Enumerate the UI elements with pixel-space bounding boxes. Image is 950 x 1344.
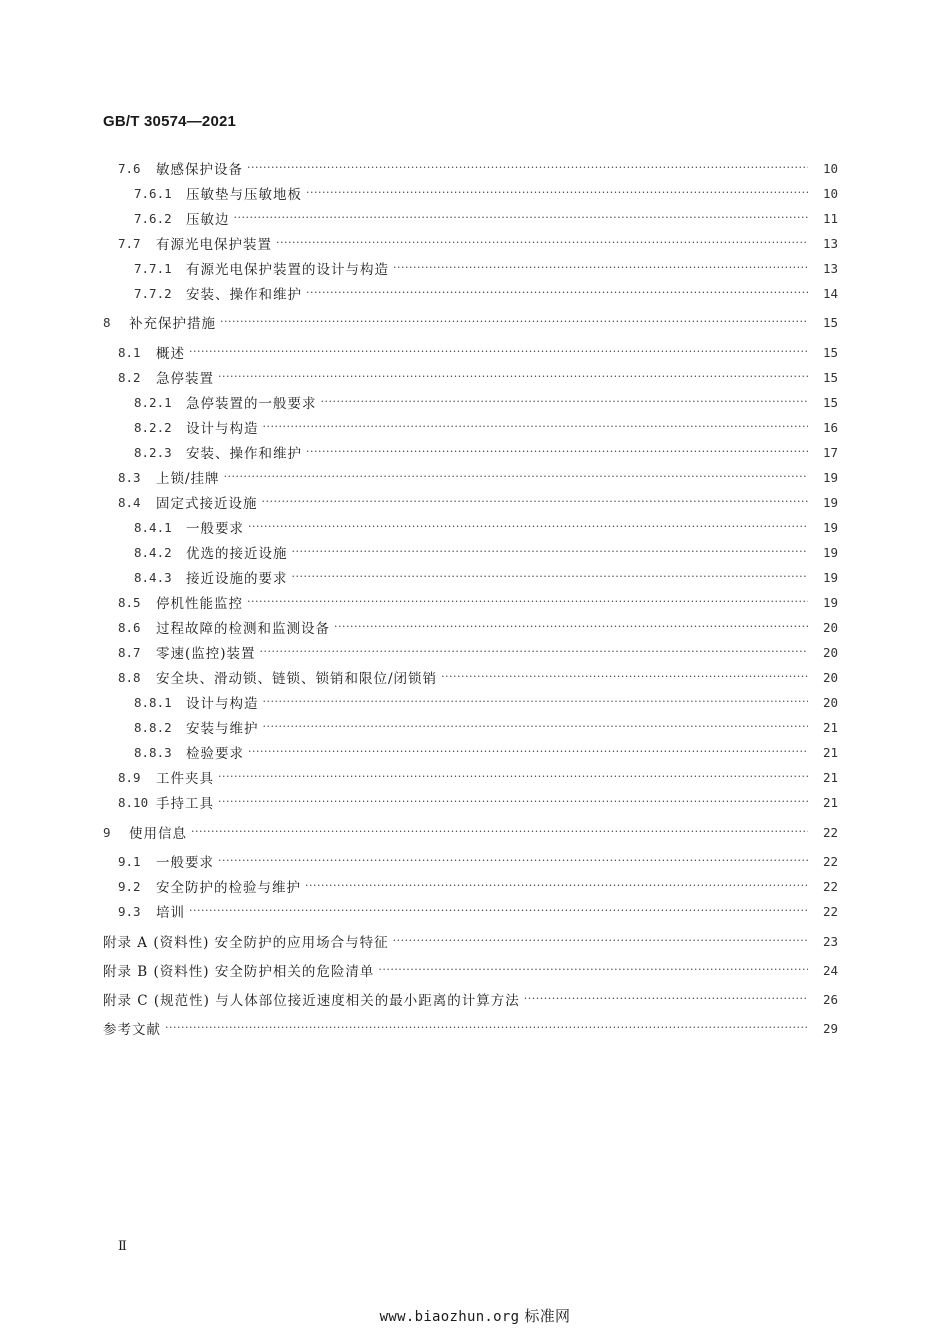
toc-entry[interactable] <box>118 666 838 688</box>
toc-entry-number: 8.10 <box>118 794 149 810</box>
toc-entry-title: 概述 <box>156 346 185 362</box>
toc-entry-page: 13 <box>822 235 838 251</box>
toc-leader-dots <box>234 207 809 229</box>
toc-entry-title: 补充保护措施 <box>129 316 216 332</box>
toc-entry-page: 15 <box>822 394 838 410</box>
toc-entry-title: 零速(监控)装置 <box>156 646 256 662</box>
toc-entry-title: 急停装置 <box>156 371 214 387</box>
toc-leader-dots <box>218 766 808 788</box>
toc-entry[interactable] <box>118 232 838 254</box>
toc-entry-title: 一般要求 <box>186 521 244 537</box>
toc-entry-number: 8.2.3 <box>134 444 172 460</box>
toc-entry-title: 设计与构造 <box>186 421 259 437</box>
toc-entry[interactable] <box>134 391 838 413</box>
toc-entry-title: 压敏边 <box>186 212 230 228</box>
toc-entry[interactable] <box>103 821 838 843</box>
toc-entry[interactable] <box>134 516 838 538</box>
toc-leader-dots <box>263 716 809 738</box>
footer <box>0 1305 950 1326</box>
toc-entry[interactable] <box>134 182 838 204</box>
toc-leader-dots <box>191 821 808 843</box>
toc-entry-page: 19 <box>822 469 838 485</box>
toc-leader-dots <box>334 616 808 638</box>
toc-leader-dots <box>260 641 808 663</box>
toc-leader-dots <box>441 666 808 688</box>
toc-entry-page: 22 <box>822 878 838 894</box>
toc-entry-page: 21 <box>822 719 838 735</box>
toc-entry[interactable] <box>118 341 838 363</box>
toc-entry-title: 接近设施的要求 <box>186 571 288 587</box>
toc-entry-title: 附录 A (资料性) 安全防护的应用场合与特征 <box>103 935 389 951</box>
toc-entry-page: 11 <box>822 210 838 226</box>
toc-leader-dots <box>248 516 808 538</box>
toc-leader-dots <box>262 491 809 513</box>
toc-entry-page: 23 <box>822 933 838 949</box>
toc-leader-dots <box>306 182 808 204</box>
toc-entry-number: 8.2.1 <box>134 394 172 410</box>
toc-leader-dots <box>524 988 808 1010</box>
toc-entry-number: 8.8.1 <box>134 694 172 710</box>
toc-entry[interactable] <box>134 257 838 279</box>
toc-entry[interactable] <box>118 366 838 388</box>
toc-entry[interactable] <box>134 416 838 438</box>
toc-entry-page: 19 <box>822 544 838 560</box>
toc-entry-title: 有源光电保护装置的设计与构造 <box>186 262 389 278</box>
standard-code: GB/T 30574—2021 <box>103 113 237 130</box>
toc-leader-dots <box>189 900 808 922</box>
toc-entry[interactable] <box>118 900 838 922</box>
toc-leader-dots <box>321 391 809 413</box>
toc-entry-title: 安装、操作和维护 <box>186 446 302 462</box>
toc-entry[interactable] <box>118 491 838 513</box>
toc-entry[interactable] <box>134 691 838 713</box>
toc-entry-title: 手持工具 <box>156 796 214 812</box>
toc-entry-page: 22 <box>822 853 838 869</box>
toc-entry-page: 21 <box>822 769 838 785</box>
toc-leader-dots <box>393 257 808 279</box>
toc-entry[interactable] <box>103 959 838 981</box>
toc-entry-title: 一般要求 <box>156 855 214 871</box>
toc-entry-title: 急停装置的一般要求 <box>186 396 317 412</box>
toc-entry-number: 8.3 <box>118 469 141 485</box>
toc-entry[interactable] <box>134 716 838 738</box>
toc-entry[interactable] <box>118 791 838 813</box>
toc-entry[interactable] <box>134 441 838 463</box>
toc-leader-dots <box>248 741 808 763</box>
toc-entry[interactable] <box>118 591 838 613</box>
toc-entry-page: 10 <box>822 160 838 176</box>
toc-entry[interactable] <box>118 875 838 897</box>
toc-entry[interactable] <box>118 466 838 488</box>
toc-entry-title: 压敏垫与压敏地板 <box>186 187 302 203</box>
toc-entry-number: 9.2 <box>118 878 141 894</box>
toc-entry-page: 26 <box>822 991 838 1007</box>
toc-entry-page: 17 <box>822 444 838 460</box>
toc-entry-number: 8 <box>103 314 111 330</box>
toc-entry-number: 9 <box>103 824 111 840</box>
toc-entry-number: 8.8 <box>118 669 141 685</box>
toc-leader-dots <box>305 875 808 897</box>
toc-leader-dots <box>220 311 808 333</box>
toc-leader-dots <box>306 441 808 463</box>
toc-entry-title: 安装与维护 <box>186 721 259 737</box>
toc-entry-number: 8.5 <box>118 594 141 610</box>
toc-entry-page: 15 <box>822 314 838 330</box>
toc-leader-dots <box>276 232 808 254</box>
toc-entry-page: 19 <box>822 569 838 585</box>
toc-leader-dots <box>247 157 808 179</box>
toc-entry-number: 8.8.3 <box>134 744 172 760</box>
toc-entry-page: 22 <box>822 824 838 840</box>
toc-entry-number: 8.4.3 <box>134 569 172 585</box>
toc-entry-page: 20 <box>822 669 838 685</box>
toc-entry-title: 检验要求 <box>186 746 244 762</box>
toc-entry[interactable] <box>103 311 838 333</box>
toc-entry-number: 8.9 <box>118 769 141 785</box>
toc-entry-page: 19 <box>822 594 838 610</box>
toc-entry-title: 工件夹具 <box>156 771 214 787</box>
toc-entry[interactable] <box>134 741 838 763</box>
toc-entry-page: 20 <box>822 619 838 635</box>
toc-entry[interactable] <box>134 207 838 229</box>
toc-leader-dots <box>263 691 809 713</box>
toc-entry-page: 22 <box>822 903 838 919</box>
toc-entry-page: 19 <box>822 519 838 535</box>
toc-leader-dots <box>263 416 809 438</box>
toc-entry[interactable] <box>134 566 838 588</box>
toc-entry-page: 19 <box>822 494 838 510</box>
toc-entry-title: 附录 B (资料性) 安全防护相关的危险清单 <box>103 964 375 980</box>
toc-entry-title: 使用信息 <box>129 826 187 842</box>
toc-entry-page: 29 <box>822 1020 838 1036</box>
toc-entry-title: 有源光电保护装置 <box>156 237 272 253</box>
toc-entry-page: 10 <box>822 185 838 201</box>
toc-entry-number: 8.2.2 <box>134 419 172 435</box>
toc-entry-title: 安全防护的检验与维护 <box>156 880 301 896</box>
toc-entry-number: 8.2 <box>118 369 141 385</box>
toc-entry[interactable] <box>134 282 838 304</box>
toc-entry-page: 21 <box>822 794 838 810</box>
toc-entry-title: 参考文献 <box>103 1022 161 1038</box>
toc-leader-dots <box>224 466 808 488</box>
toc-leader-dots <box>378 959 808 981</box>
toc-leader-dots <box>189 341 808 363</box>
toc-entry[interactable] <box>103 1017 838 1039</box>
toc-entry[interactable] <box>118 616 838 638</box>
toc-entry-number: 9.1 <box>118 853 141 869</box>
toc-leader-dots <box>292 541 809 563</box>
toc-entry[interactable] <box>118 766 838 788</box>
toc-entry-page: 13 <box>822 260 838 276</box>
toc-entry-title: 设计与构造 <box>186 696 259 712</box>
toc-entry-title: 停机性能监控 <box>156 596 243 612</box>
toc-leader-dots <box>292 566 809 588</box>
toc-entry-page: 15 <box>822 369 838 385</box>
toc-leader-dots <box>306 282 808 304</box>
toc-entry-number: 8.4 <box>118 494 141 510</box>
toc-entry-number: 7.7.1 <box>134 260 172 276</box>
toc-leader-dots <box>247 591 808 613</box>
toc-entry-number: 7.6.2 <box>134 210 172 226</box>
toc-entry-title: 安全块、滑动锁、链锁、锁销和限位/闭锁销 <box>156 671 438 687</box>
toc-entry-number: 7.7.2 <box>134 285 172 301</box>
toc-entry-page: 14 <box>822 285 838 301</box>
toc-entry-title: 上锁/挂牌 <box>156 471 220 487</box>
toc-entry-number: 8.6 <box>118 619 141 635</box>
toc-entry-number: 9.3 <box>118 903 141 919</box>
toc-entry-number: 7.6.1 <box>134 185 172 201</box>
toc-entry[interactable] <box>118 157 838 179</box>
toc-entry[interactable] <box>103 988 838 1010</box>
toc-leader-dots <box>165 1017 808 1039</box>
footer-url[interactable]: www.biaozhun.org <box>379 1309 520 1325</box>
toc-entry[interactable] <box>118 641 838 663</box>
toc-entry-page: 20 <box>822 644 838 660</box>
toc-entry-page: 24 <box>822 962 838 978</box>
toc-entry-page: 15 <box>822 344 838 360</box>
toc-entry-title: 固定式接近设施 <box>156 496 258 512</box>
toc-entry-title: 附录 C (规范性) 与人体部位接近速度相关的最小距离的计算方法 <box>103 993 520 1009</box>
page-number: Ⅱ <box>118 1239 127 1254</box>
toc-entry-title: 培训 <box>156 905 185 921</box>
toc-entry[interactable] <box>134 541 838 563</box>
toc-entry-number: 7.7 <box>118 235 141 251</box>
toc-entry-number: 7.6 <box>118 160 141 176</box>
toc-leader-dots <box>393 930 808 952</box>
footer-site-name: 标准网 <box>524 1307 571 1325</box>
toc-leader-dots <box>218 366 808 388</box>
toc-entry-title: 优选的接近设施 <box>186 546 288 562</box>
toc-leader-dots <box>218 850 808 872</box>
toc-entry-title: 敏感保护设备 <box>156 162 243 178</box>
toc-entry[interactable] <box>118 850 838 872</box>
toc-entry-number: 8.8.2 <box>134 719 172 735</box>
toc-leader-dots <box>218 791 808 813</box>
toc-entry-number: 8.7 <box>118 644 141 660</box>
toc-entry-page: 20 <box>822 694 838 710</box>
toc-entry-number: 8.1 <box>118 344 141 360</box>
toc-entry-page: 16 <box>822 419 838 435</box>
toc-entry[interactable] <box>103 930 838 952</box>
toc-entry-number: 8.4.1 <box>134 519 172 535</box>
toc-entry-title: 安装、操作和维护 <box>186 287 302 303</box>
toc-entry-page: 21 <box>822 744 838 760</box>
toc-entry-number: 8.4.2 <box>134 544 172 560</box>
toc-entry-title: 过程故障的检测和监测设备 <box>156 621 330 637</box>
